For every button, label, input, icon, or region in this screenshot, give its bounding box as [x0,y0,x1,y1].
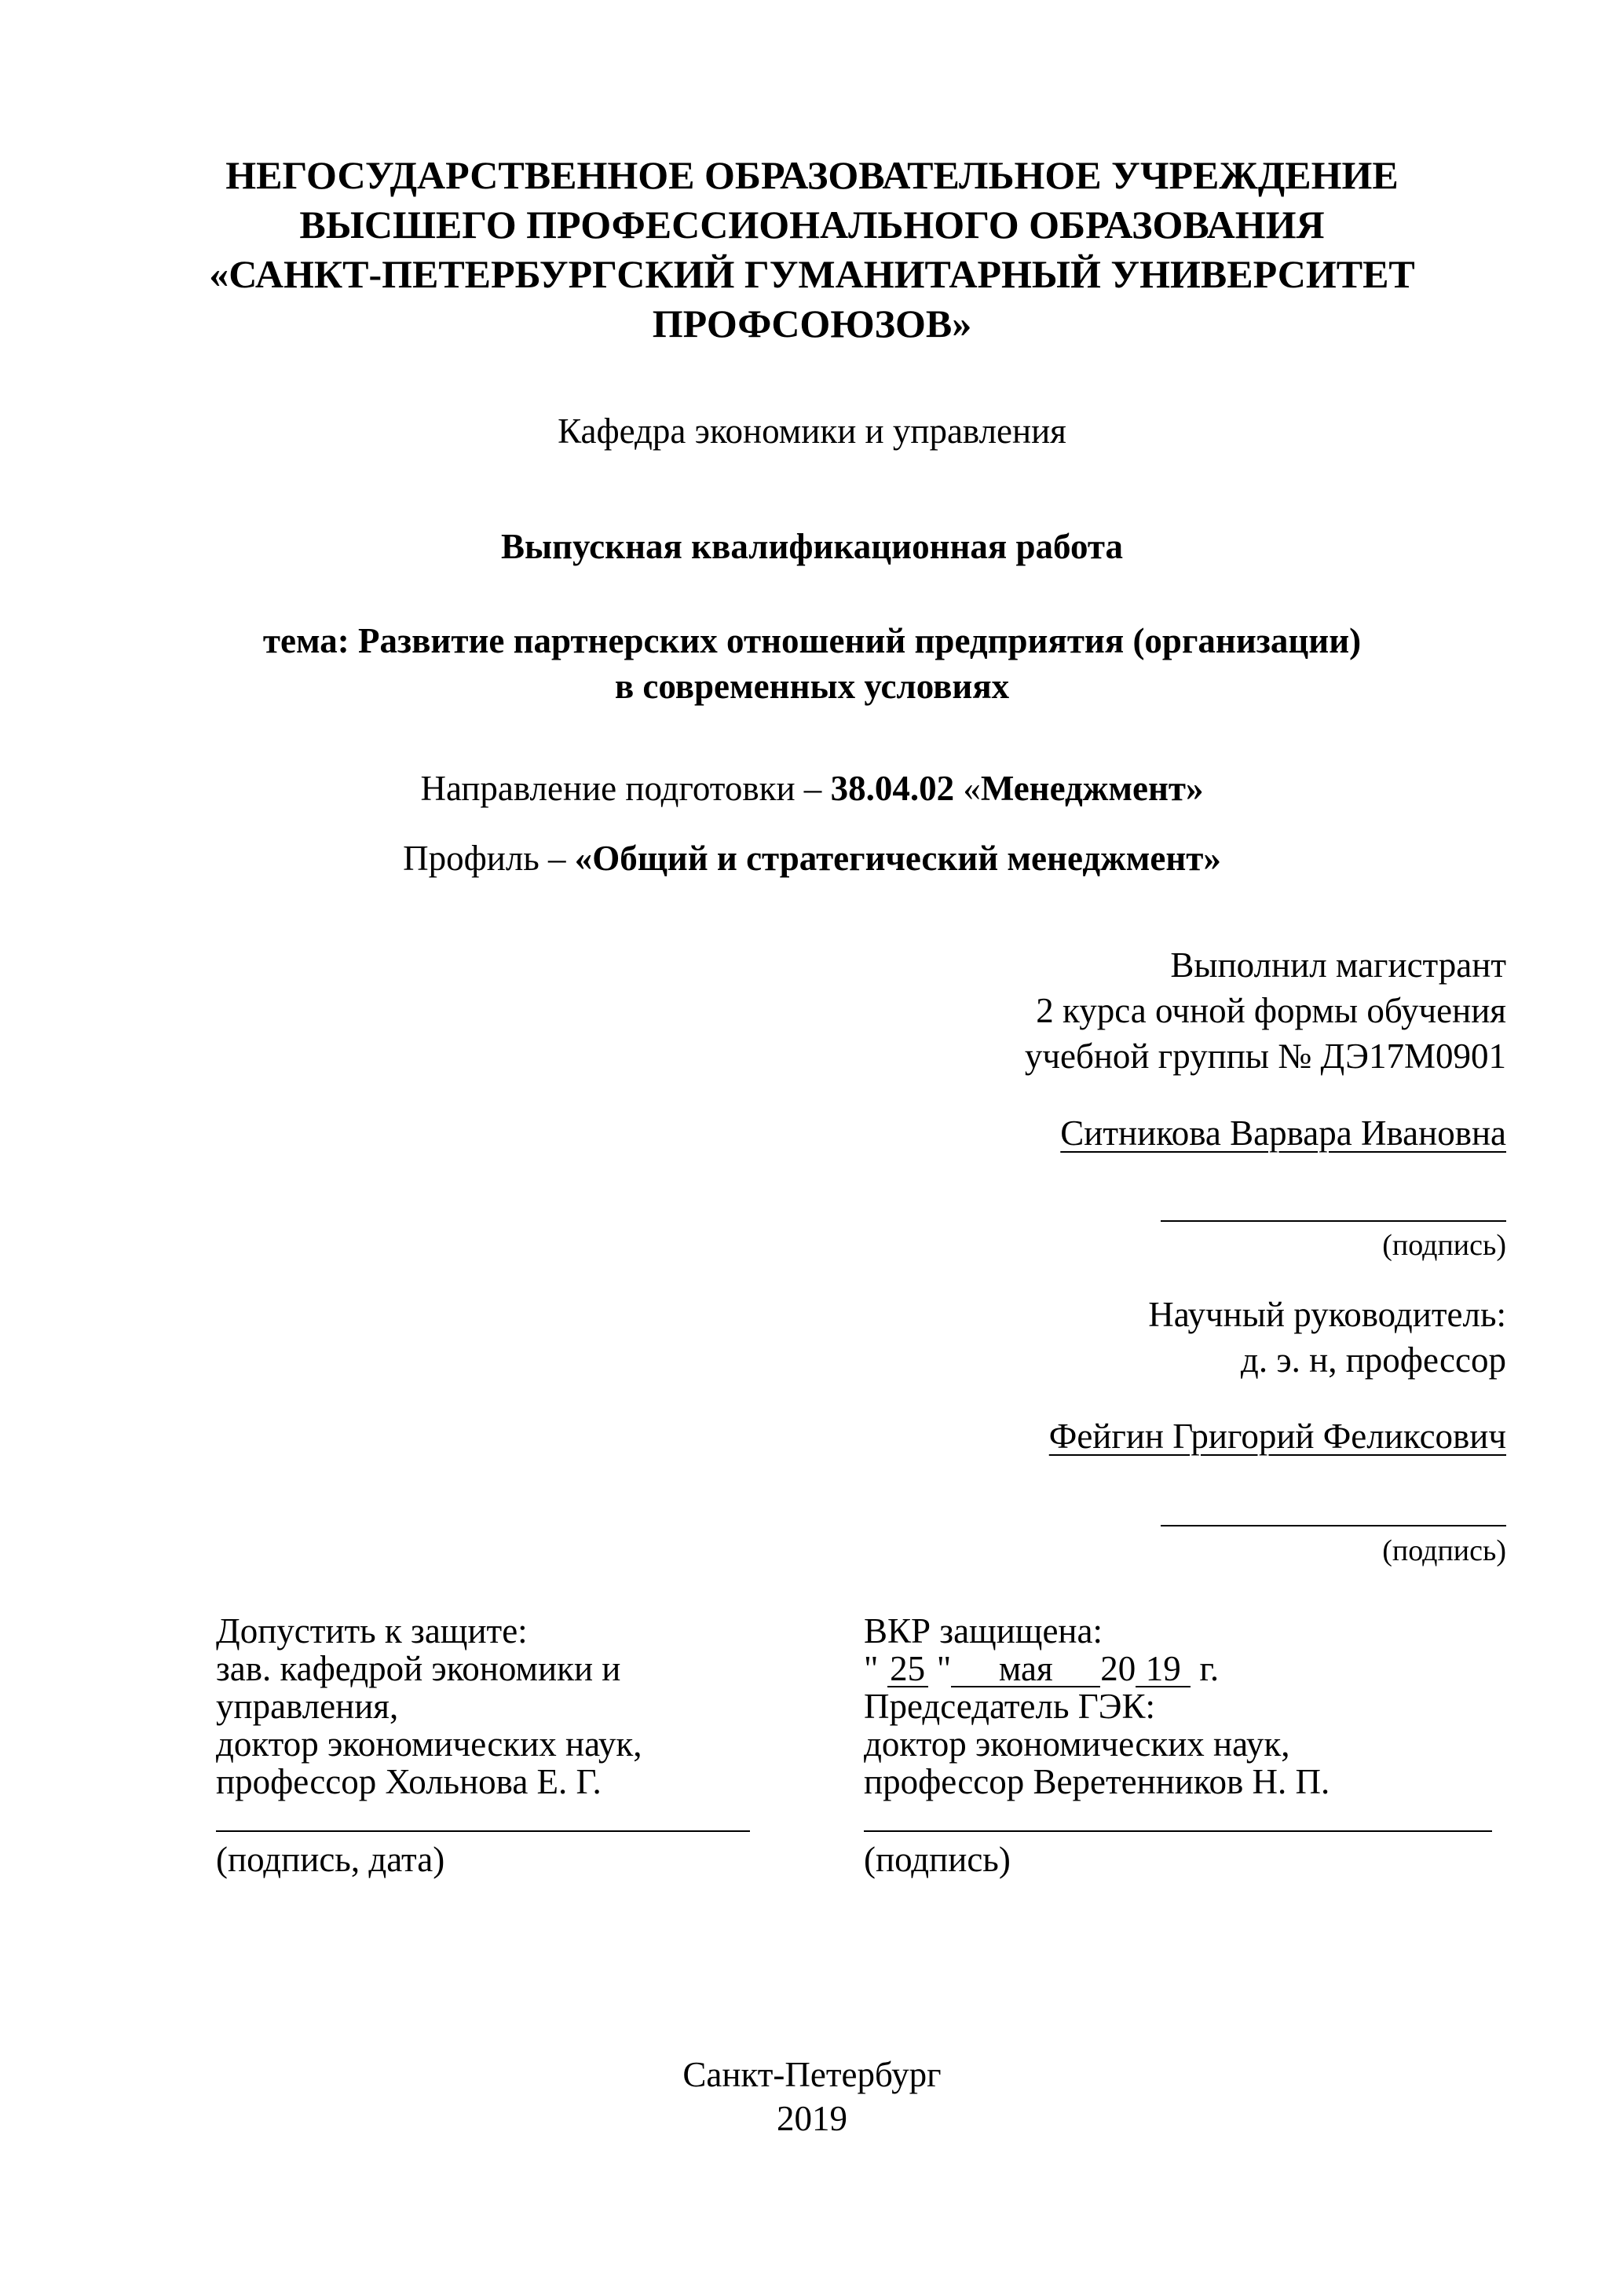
direction-name: Менеджмент» [980,769,1204,808]
defense-line-1: ВКР защищена: [864,1611,1103,1651]
defense-year-prefix: 20 [1100,1649,1136,1688]
student-signature-caption: (подпись) [1382,1229,1506,1262]
defense-block [864,1612,1508,1882]
defense-year-unit: г. [1191,1649,1220,1688]
supervisor-line-1: Научный руководитель: [1148,1295,1506,1334]
supervisor-signature-line-row [721,1489,1506,1537]
footer-year: 2019 [777,2099,847,2138]
student-line-3: учебной группы № ДЭ17М0901 [1024,1036,1506,1076]
admission-line-1: Допустить к защите: [216,1611,528,1651]
student-info [721,942,1506,1079]
thesis-topic [0,618,1624,709]
direction-label: Направление подготовки – [420,769,831,808]
footer [0,2053,1624,2141]
defense-line-3: Председатель ГЭК: [864,1687,1155,1726]
footer-city: Санкт-Петербург [682,2055,942,2094]
defense-month: мая [951,1651,1100,1687]
defense-signature-line [864,1807,1492,1832]
profile-label: Профиль – [403,839,575,878]
study-profile [0,835,1624,881]
header-line-1: НЕГОСУДАРСТВЕННОЕ ОБРАЗОВАТЕЛЬНОЕ УЧРЕЖДЕНИЕ [225,153,1399,197]
defense-line-5: профессор Веретенников Н. П. [864,1762,1330,1801]
defense-year-suffix: 19 [1136,1651,1191,1687]
defense-day: 25 [887,1651,928,1687]
profile-name: «Общий и стратегический менеджмент» [574,839,1221,878]
date-open-quote: " [864,1649,887,1688]
header-line-2: ВЫСШЕГО ПРОФЕССИОНАЛЬНОГО ОБРАЗОВАНИЯ [299,203,1325,247]
supervisor-name-row [721,1413,1506,1459]
institution-header [0,151,1624,349]
direction-quote: « [954,769,981,808]
admission-block [216,1612,813,1882]
direction-code: 38.04.02 [830,769,955,808]
header-line-4: ПРОФСОЮЗОВ» [652,302,972,345]
student-signature-line [1161,1184,1506,1222]
admission-line-4: доктор экономических наук, [216,1724,642,1764]
supervisor-name: Фейгин Григорий Феликсович [1048,1417,1506,1456]
header-line-3: «САНКТ-ПЕТЕРБУРГСКИЙ ГУМАНИТАРНЫЙ УНИВЕРСИТЕТ [209,252,1415,296]
student-name: Ситникова Варвара Ивановна [1060,1113,1506,1153]
work-type-title: Выпускная квалификационная работа [500,527,1124,566]
topic-line-2: в современных условиях [614,667,1010,706]
supervisor-signature-caption: (подпись) [1382,1534,1506,1567]
student-line-2: 2 курса очной формы обучения [1036,991,1506,1030]
admission-line-5: профессор Хольнова Е. Г. [216,1762,602,1801]
supervisor-info [721,1292,1506,1383]
student-line-1: Выполнил магистрант [1170,945,1506,985]
supervisor-line-2: д. э. н, профессор [1240,1340,1506,1380]
supervisor-signature-line [1161,1489,1506,1526]
admission-line-2: зав. кафедрой экономики и [216,1649,621,1688]
admission-signature-line [216,1807,750,1832]
admission-caption: (подпись, дата) [216,1840,445,1879]
topic-line-1: тема: Развитие партнерских отношений предприятия (организации) [262,621,1362,660]
student-name-row [721,1110,1506,1156]
admission-line-3: управления, [216,1687,399,1726]
defense-caption: (подпись) [864,1840,1011,1879]
defense-date [864,1650,1508,1687]
date-close-quote: " [927,1649,952,1688]
department-name: Кафедра экономики и управления [558,411,1066,451]
defense-line-4: доктор экономических наук, [864,1724,1290,1764]
study-direction [0,766,1624,811]
